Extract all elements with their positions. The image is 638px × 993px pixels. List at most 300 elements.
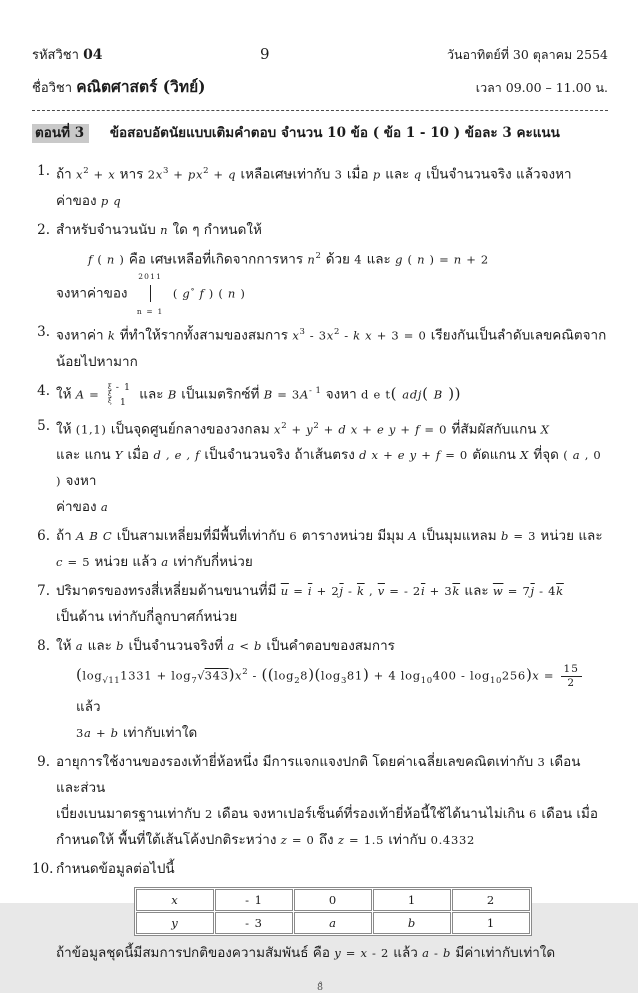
math-number: - 2: [367, 946, 389, 961]
thai-text: เป็นมุมแหลม: [417, 528, 501, 544]
math-number: +: [89, 167, 109, 182]
math-number: 2: [204, 807, 214, 822]
thai-text: อายุการใช้งานของรองเท้ายี่ห้อหนึ่ง มีการแจกแจงปกติ โดยค่าเฉลี่ยเลขคณิตเท่ากับ: [56, 754, 538, 771]
question-item: [32, 749, 608, 853]
math-variable: B: [263, 387, 273, 401]
math-number: 81: [346, 668, 363, 683]
item-number: 5.: [37, 417, 50, 434]
thai-text: เบี่ยงเบนมาตรฐานเท่ากับ: [56, 806, 205, 823]
math-variable: a: [84, 726, 92, 741]
table-cell: x: [136, 889, 214, 911]
thai-text: เป็นจำนวนจริง แล้วจงหา: [421, 166, 572, 183]
item-line: [32, 749, 608, 801]
thai-text: มีค่าเท่ากับเท่าใด: [451, 945, 556, 962]
item-number: 7.: [37, 583, 50, 599]
item-line: [32, 549, 608, 575]
math-variable: g: [395, 252, 404, 266]
math-number: 4: [354, 252, 363, 266]
item-number: 10.: [32, 861, 54, 878]
math-variable: a: [161, 555, 169, 569]
thai-text: เดือน เมื่อ: [537, 806, 598, 823]
table-row: [136, 889, 530, 911]
item-line: [32, 188, 608, 214]
math-number: 6: [289, 529, 298, 543]
thai-text: ใด ๆ กำหนดให้: [168, 221, 262, 238]
thai-text: ปริมาตรของทรงสี่เหลี่ยมด้านขนานที่มี: [56, 583, 281, 599]
math-variable: n: [106, 252, 115, 266]
thai-text: เป็นจำนวนจริงที่: [124, 638, 228, 654]
thai-text: น้อยไปหามาก: [56, 353, 138, 370]
math-number: 1331 + log: [120, 668, 192, 683]
matrix-glyph: ξ: [107, 390, 112, 398]
item-number: 3.: [37, 324, 50, 340]
thai-text: และ: [380, 166, 414, 183]
item-line: [32, 720, 608, 746]
question-item: [32, 578, 608, 630]
math-variable: p q: [100, 193, 122, 208]
math-variable: c: [56, 555, 64, 569]
math-variable: d x: [359, 448, 379, 462]
math-variable: a: [75, 639, 84, 653]
math-variable: n: [307, 252, 316, 266]
vector-bar: $\overline{j}$: [339, 584, 344, 598]
data-table: [134, 887, 532, 936]
section-description: ข้อสอบอัตนัยแบบเติมคำตอบ จำนวน 10 ข้อ ( ข้อ 1 - 10 ) ข้อละ 3 คะแนน: [109, 125, 560, 141]
thai-text: ถึง: [314, 832, 338, 849]
math-variable: adj: [402, 387, 423, 401]
thai-text: และ: [362, 251, 396, 267]
thai-text: ถ้าข้อมูลชุดนี้มีสมการปกติของความสัมพันธ์ คือ: [56, 945, 335, 962]
math-variable: b: [110, 726, 119, 741]
item-number: 2.: [37, 221, 50, 238]
big-paren: ): [525, 665, 533, 684]
item-line: [32, 801, 608, 827]
math-number: =: [539, 668, 559, 683]
math-number: + 2: [312, 584, 340, 598]
math-number: 256: [501, 668, 526, 683]
vector-bar: $\overline{i}$: [420, 584, 426, 598]
subscript: √11: [102, 676, 121, 687]
item-line: [32, 523, 608, 549]
question-item: [32, 523, 608, 575]
math-variable: x: [360, 946, 368, 961]
math-variable: p: [187, 167, 196, 182]
table-cell: 2: [452, 889, 530, 911]
item-line: [32, 413, 608, 443]
math-number: = - 2: [384, 584, 421, 598]
thai-text: ตัดแกน: [467, 447, 521, 463]
math-variable: a: [227, 639, 235, 653]
thai-text: ค่าของ: [56, 192, 101, 209]
item-line: [32, 940, 608, 966]
math-number: - 3: [305, 328, 327, 343]
math-number: = 3: [509, 529, 537, 543]
summation-upper-limit: 2011: [138, 272, 163, 281]
big-paren: ): [308, 665, 315, 684]
math-number: + 4 log: [369, 668, 421, 683]
thai-text: เป็นด้าน เท่ากับกี่ลูกบาศก์หน่วย: [56, 609, 238, 625]
math-variable: e y: [397, 448, 417, 462]
math-number: = 0: [287, 833, 315, 848]
thai-text: สำหรับจำนวนนับ: [56, 221, 161, 238]
math-number: = 1.5: [344, 833, 385, 848]
summation-glyph: [150, 285, 151, 302]
superscript: 3: [162, 166, 169, 176]
thai-text: คือ เศษเหลือที่เกิดจากการหาร: [124, 251, 308, 267]
item-line: [32, 319, 608, 349]
big-paren: ): [228, 665, 236, 684]
thai-text: จงหาค่าของ: [56, 285, 132, 302]
matrix-entry: - 1: [115, 381, 131, 393]
item-number: 4.: [37, 382, 50, 399]
math-number: 400 - log: [432, 668, 491, 683]
math-variable: q: [228, 167, 237, 182]
math-variable: A: [75, 387, 85, 401]
item-line: [32, 272, 608, 316]
math-number: +: [287, 422, 307, 436]
table-cell: 0: [294, 889, 372, 911]
math-variable: a: [100, 500, 109, 514]
math-variable: b: [116, 639, 125, 653]
matrix-glyph: ξ: [107, 383, 112, 391]
math-number: =: [341, 946, 361, 961]
thai-text: แล้ว: [389, 945, 423, 962]
math-variable: k: [107, 328, 116, 343]
subscript: 3: [340, 676, 347, 687]
matrix-placeholder: [108, 380, 131, 410]
math-number: =: [84, 387, 104, 401]
big-paren: )): [442, 384, 461, 402]
math-variable: x: [155, 167, 163, 182]
math-variable: n: [417, 252, 426, 266]
thai-text: เดือน และส่วน: [56, 754, 581, 797]
math-variable: x: [235, 668, 243, 683]
math-variable: X: [540, 422, 550, 436]
item-number: 9.: [37, 754, 50, 771]
question-item: [32, 158, 608, 214]
math-variable: x: [326, 328, 334, 343]
thai-text: เดือน จงหาเปอร์เซ็นต์ที่รองเท้ายี่ห้อนี้ใช้ได้นานไม่เกิน: [213, 806, 530, 823]
math-variable: A B C: [76, 529, 113, 543]
thai-text: หาร: [115, 166, 148, 183]
vector-bar: $\overline{k}$: [556, 584, 564, 598]
thai-text: ตารางหน่วย มีมุม: [297, 528, 409, 544]
superscript: ∘: [190, 285, 196, 295]
thai-text: เป็นสามเหลี่ยมที่มีพื้นที่เท่ากับ: [112, 528, 290, 544]
math-variable: X: [520, 448, 530, 462]
summation-symbol: [137, 272, 164, 316]
item-line: [32, 378, 608, 410]
math-number: ): [235, 286, 246, 301]
item-number: 1.: [37, 163, 50, 179]
thai-text: เท่ากับกี่หน่วย: [168, 554, 253, 570]
math-number: ): [114, 252, 125, 266]
thai-text: จงหา: [61, 473, 97, 489]
vector-bar: $\overline{v}$: [377, 584, 385, 598]
math-number: = 3: [272, 387, 300, 401]
matrix-left-column: [108, 384, 112, 405]
math-variable: z: [280, 833, 288, 848]
math-variable: k x: [353, 328, 373, 343]
math-number: +: [209, 167, 229, 182]
math-variable: f: [435, 448, 441, 462]
item-line: [32, 578, 608, 604]
header-row-2: [32, 74, 608, 99]
math-variable: d , e , f: [153, 448, 201, 462]
superscript: 2: [281, 420, 288, 431]
math-number: -: [429, 946, 443, 961]
fraction: [561, 663, 582, 690]
exam-time: เวลา 09.00 – 11.00 น.: [475, 80, 608, 95]
item-line: [32, 349, 608, 375]
item-number: 6.: [37, 528, 50, 544]
math-number: +: [396, 422, 416, 436]
dashed-separator: [32, 110, 608, 111]
math-number: log: [82, 668, 103, 683]
math-number: = 7: [503, 584, 531, 598]
thai-text: จงหาค่า: [56, 327, 108, 344]
thai-text: หน่วย แล้ว: [90, 554, 162, 570]
math-variable: a: [422, 946, 430, 961]
subscript: 2: [294, 676, 301, 687]
math-number: (: [403, 252, 418, 266]
math-number: (: [563, 448, 573, 462]
item-line: [32, 827, 608, 853]
table-row: [136, 912, 530, 934]
vector-bar: $\overline{j}$: [530, 584, 535, 598]
item-line: [32, 158, 608, 188]
math-number: 6: [529, 807, 538, 822]
math-number: d e t: [361, 387, 391, 401]
thai-text: เป็นจำนวนจริง ถ้าเส้นตรง: [200, 447, 360, 463]
math-number: - 4: [534, 584, 557, 598]
vector-bar: $\overline{i}$: [307, 584, 313, 598]
thai-text: ที่ทำให้รากทั้งสามของสมการ: [115, 327, 293, 344]
item-line: [32, 217, 608, 243]
math-number: 3: [334, 167, 343, 182]
math-number: ) (: [204, 286, 228, 301]
thai-text: เป็นจุดศูนย์กลางของวงกลม: [106, 421, 275, 437]
question-item: [32, 413, 608, 521]
vector-bar: $\overline{k}$: [356, 584, 365, 598]
math-number: ) =: [425, 252, 454, 266]
section-label: ตอนที่ 3: [32, 124, 89, 143]
table-cell: 1: [373, 889, 451, 911]
question-item: [32, 378, 608, 410]
thai-text: ค่าของ: [56, 499, 101, 515]
math-variable: B: [433, 387, 443, 401]
math-number: -: [248, 668, 262, 683]
table-cell: y: [136, 912, 214, 934]
math-variable: f: [88, 252, 93, 266]
math-variable: x: [108, 167, 116, 182]
header-row-1: [32, 44, 608, 65]
superscript: 2: [333, 327, 340, 337]
math-variable: y: [334, 946, 342, 961]
superscript: 3: [299, 327, 306, 337]
big-paren: (: [76, 665, 83, 684]
course-code: รหัสวิชา 04: [32, 47, 103, 63]
math-number: + 3: [425, 584, 453, 598]
math-variable: q: [413, 167, 422, 182]
superscript: 2: [315, 250, 322, 261]
thai-text: หน่วย และ: [536, 528, 603, 544]
math-number: log: [274, 668, 295, 683]
thai-text: และ: [460, 583, 493, 599]
superscript: 2: [83, 166, 90, 176]
question-item: [32, 217, 608, 317]
math-number: (1,1): [75, 422, 107, 436]
math-number: (: [92, 252, 107, 266]
section-heading: [32, 121, 608, 143]
superscript: 2: [313, 420, 320, 431]
math-number: log: [320, 668, 341, 683]
math-variable: B: [167, 387, 177, 401]
item-line: [32, 659, 608, 720]
thai-text: และ: [135, 386, 168, 402]
thai-text: เท่ากับ: [384, 832, 431, 849]
radicand: 343: [204, 668, 229, 683]
vector-bar: $\overline{u}$: [280, 584, 289, 598]
table-cell: - 1: [215, 889, 293, 911]
item-line: [32, 442, 608, 494]
matrix-entry: 1: [119, 396, 127, 408]
big-paren: (: [314, 665, 321, 684]
math-variable: z: [337, 833, 345, 848]
item-number: 8.: [37, 638, 50, 654]
thai-text: เป็นเมตริกซ์ที่: [176, 386, 264, 402]
math-number: 0.4332: [430, 833, 476, 848]
question-item: [32, 856, 608, 966]
math-number: 3: [76, 726, 85, 741]
summation-lower-limit: n = 1: [136, 307, 164, 316]
fraction-numerator: 15: [561, 663, 582, 677]
math-number: +: [416, 448, 436, 462]
math-number: +: [168, 167, 188, 182]
math-number: +: [378, 448, 398, 462]
page-number: 9: [259, 45, 270, 63]
matrix-right-column: [116, 380, 131, 410]
superscript: 2: [203, 166, 210, 176]
thai-text: ให้: [56, 421, 76, 437]
thai-text: เรียงกันเป็นลำดับเลขคณิตจาก: [426, 327, 607, 344]
math-variable: x: [532, 668, 540, 683]
math-variable: y: [306, 422, 314, 436]
thai-text: ที่สัมผัสกับแกน: [447, 421, 541, 437]
footer-mark: 8̊: [316, 982, 324, 993]
thai-text: เท่ากับเท่าใด: [118, 725, 198, 742]
thai-text: กำหนดให้ พื้นที่ใต้เส้นโค้งปกติระหว่าง: [56, 832, 281, 849]
math-number: ,: [364, 584, 378, 598]
math-number: 3: [537, 755, 546, 770]
subject-name: ชื่อวิชา คณิตศาสตร์ (วิทย์): [32, 77, 206, 96]
math-variable: n: [227, 286, 236, 301]
math-number: +: [319, 422, 339, 436]
thai-text: ที่จุด: [529, 447, 564, 463]
thai-text: แล้ว: [76, 699, 101, 716]
thai-text: ให้: [56, 638, 76, 654]
table-cell: 1: [452, 912, 530, 934]
superscript: 2: [242, 667, 249, 677]
math-variable: a: [572, 448, 581, 462]
math-variable: d x: [338, 422, 358, 436]
subscript: 10: [490, 676, 502, 687]
item-line: [32, 243, 608, 273]
math-number: = 0: [440, 448, 468, 462]
vector-bar: $\overline{k}$: [452, 584, 461, 598]
radical-sign: √: [197, 668, 205, 683]
thai-text: ด้วย: [321, 251, 355, 267]
math-variable: b: [501, 529, 510, 543]
exam-date: วันอาทิตย์ที่ 30 ตุลาคม 2554: [446, 47, 608, 62]
math-variable: b: [254, 639, 263, 653]
math-number: =: [288, 584, 308, 598]
sqrt-expression: [197, 669, 228, 683]
math-variable: x: [274, 422, 282, 436]
big-paren: (: [422, 384, 434, 402]
table-cell: b: [373, 912, 451, 934]
thai-text: และ: [83, 638, 117, 654]
math-variable: p: [372, 167, 381, 182]
matrix-glyph: ξ: [107, 397, 112, 405]
item-line: [32, 494, 608, 520]
item-line: [32, 633, 608, 659]
math-variable: Y: [114, 448, 124, 462]
thai-text: และ แกน: [56, 447, 115, 463]
thai-text: เหลือเศษเท่ากับ: [236, 166, 335, 183]
math-number: , 0 ): [56, 448, 602, 488]
subscript: 10: [420, 676, 433, 687]
fraction-denominator: 2: [567, 676, 576, 689]
thai-text: กำหนดข้อมูลต่อไปนี้: [56, 861, 175, 878]
math-variable: f: [415, 422, 421, 436]
thai-text: เป็นคำตอบของสมการ: [262, 638, 395, 654]
math-variable: x: [292, 328, 300, 343]
math-variable: n: [453, 252, 462, 266]
math-variable: g: [182, 286, 191, 301]
math-number: -: [343, 584, 357, 598]
math-number: = 5: [63, 555, 91, 569]
table-cell: a: [294, 912, 372, 934]
question-item: [32, 633, 608, 746]
math-number: 8: [300, 668, 309, 683]
math-number: +: [91, 726, 111, 741]
math-variable: f: [195, 286, 205, 301]
big-paren: ((: [261, 665, 275, 684]
vector-bar: $\overline{w}$: [492, 584, 504, 598]
math-variable: x: [76, 167, 84, 182]
math-number: + 3 = 0: [372, 328, 427, 343]
item-line: [32, 856, 608, 882]
thai-text: ถ้า: [56, 528, 77, 544]
question-item: [32, 319, 608, 375]
superscript: - 1: [308, 385, 322, 396]
questions: [32, 158, 608, 966]
math-number: <: [234, 639, 255, 653]
math-variable: n: [160, 222, 169, 237]
math-number: 2: [147, 167, 156, 182]
big-paren: (: [390, 384, 403, 402]
math-variable: e y: [377, 422, 397, 436]
thai-text: ให้: [56, 386, 76, 402]
math-number: +: [357, 422, 377, 436]
table-cell: - 3: [215, 912, 293, 934]
thai-text: จงหา: [321, 386, 362, 402]
math-number: (: [168, 286, 183, 301]
math-variable: A: [408, 529, 418, 543]
item-line: [32, 604, 608, 630]
math-number: = 0: [420, 422, 448, 436]
